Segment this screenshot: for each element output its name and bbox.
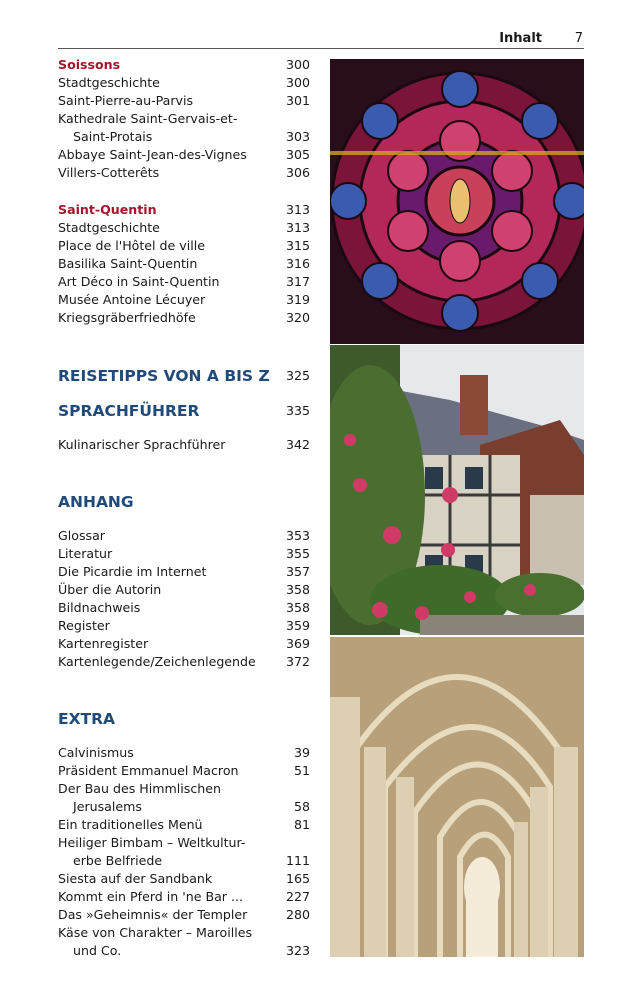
toc-entry[interactable]: Glossar 353 [58,528,310,543]
toc-entry-continued[interactable]: Jerusalems 58 [73,799,310,814]
gothic-arcade-photo [330,637,584,957]
toc-entry[interactable]: Kathedrale Saint-Gervais-et- [58,111,238,126]
section-extra: EXTRA [58,710,116,728]
toc-entry[interactable]: Kulinarischer Sprachführer 342 [58,437,310,452]
toc-entry[interactable]: Basilika Saint-Quentin 316 [58,256,310,271]
toc-entry-continued[interactable]: Saint-Protais 303 [73,129,310,144]
toc-entry[interactable]: Literatur 355 [58,546,310,561]
toc-entry[interactable]: Der Bau des Himmlischen [58,781,221,796]
toc-entry[interactable]: Heiliger Bimbam – Weltkultur- [58,835,246,850]
header-title: Inhalt [499,31,542,46]
toc-entry[interactable]: Calvinismus 39 [58,745,310,760]
toc-entry[interactable]: Register 359 [58,618,310,633]
toc-entry[interactable]: Kommt ein Pferd in 'ne Bar ... 227 [58,889,310,904]
toc-entry-saint-quentin[interactable]: Saint-Quentin 313 [58,202,310,217]
toc-entry-continued[interactable]: erbe Belfriede 111 [73,853,310,868]
toc-entry[interactable]: Bildnachweis 358 [58,600,310,615]
rose-window-photo [330,59,584,344]
toc-entry[interactable]: Käse von Charakter – Maroilles [58,925,253,940]
toc-entry[interactable]: Präsident Emmanuel Macron 51 [58,763,310,778]
toc-entry-soissons[interactable]: Soissons 300 [58,57,310,72]
header-page-number: 7 [574,31,583,46]
toc-entry[interactable]: Musée Antoine Lécuyer 319 [58,292,310,307]
toc-entry[interactable]: Kartenlegende/Zeichenlegende 372 [58,654,310,669]
toc-entry[interactable]: Die Picardie im Internet 357 [58,564,310,579]
toc-entry[interactable]: Kartenregister 369 [58,636,310,651]
toc-entry[interactable]: Siesta auf der Sandbank 165 [58,871,310,886]
toc-entry[interactable]: Villers-Cotterêts 306 [58,165,310,180]
toc-entry-continued[interactable]: und Co. 323 [73,943,310,958]
toc-entry[interactable]: Place de l'Hôtel de ville 315 [58,238,310,253]
toc-entry[interactable]: Stadtgeschichte 313 [58,220,310,235]
toc-entry[interactable]: Kriegsgräberfriedhöfe 320 [58,310,310,325]
toc-entry[interactable]: Art Déco in Saint-Quentin 317 [58,274,310,289]
toc-entry[interactable]: Das »Geheimnis« der Templer 280 [58,907,310,922]
section-anhang: ANHANG [58,493,134,511]
section-sprachfuehrer[interactable]: SPRACHFÜHRER 335 [58,402,310,420]
toc-entry[interactable]: Saint-Pierre-au-Parvis 301 [58,93,310,108]
page-header [58,28,584,49]
timbered-houses-photo [330,345,584,635]
toc-entry[interactable]: Stadtgeschichte 300 [58,75,310,90]
toc-entry[interactable]: Über die Autorin 358 [58,582,310,597]
section-reisetipps[interactable]: REISETIPPS VON A BIS Z 325 [58,367,310,385]
toc-entry[interactable]: Abbaye Saint-Jean-des-Vignes 305 [58,147,310,162]
toc-entry[interactable]: Ein traditionelles Menü 81 [58,817,310,832]
